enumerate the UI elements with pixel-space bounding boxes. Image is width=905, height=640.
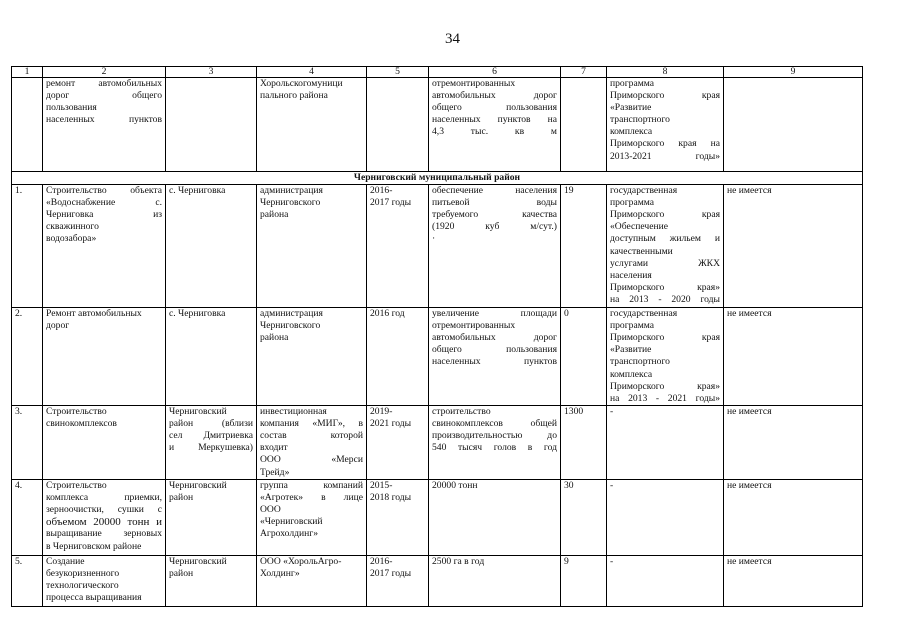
cell-note bbox=[724, 78, 863, 172]
cell-name: ремонт автомобильных дорог общего пользования населенных пунктов bbox=[43, 78, 166, 172]
cell-location: Черниговский район bbox=[166, 480, 257, 556]
name-line: в Черниговском районе bbox=[46, 540, 142, 552]
cell-num: 3. bbox=[12, 406, 43, 480]
cell-period: 2019- 2021 годы bbox=[367, 406, 429, 480]
cell-program: государственная программа Приморского края «Развитие транспортного комплекса Приморского края» на 2013 - 2021 годы» bbox=[607, 308, 724, 406]
cell-num bbox=[12, 78, 43, 172]
cell-value: 19 bbox=[561, 185, 607, 308]
column-number: 6 bbox=[429, 67, 561, 78]
column-number: 1 bbox=[12, 67, 43, 78]
cell-result: отремонтированных автомобильных дорог общего пользования населенных пунктов на 4,3 тыс. кв м bbox=[429, 78, 561, 172]
cell-num: 4. bbox=[12, 480, 43, 556]
cell-executor: администрация Черниговского района bbox=[257, 185, 367, 308]
page-number: 34 bbox=[445, 31, 460, 47]
cell-note: не имеется bbox=[724, 406, 863, 480]
cell-result: строительство свинокомплексов общей производительностью до 540 тысяч голов в год bbox=[429, 406, 561, 480]
cell-program: - bbox=[607, 556, 724, 607]
table-row bbox=[12, 556, 863, 607]
cell-period: 2016- 2017 годы bbox=[367, 556, 429, 607]
cell-result: обеспечение населения питьевой воды требуемого качества (1920 куб м/сут.) · bbox=[429, 185, 561, 308]
cell-value: 30 bbox=[561, 480, 607, 556]
cell-location: Черниговский район (вблизи сел Дмитриевка и Меркушевка) bbox=[166, 406, 257, 480]
district-header-row bbox=[12, 172, 863, 185]
cell-executor: ООО «ХорольАгро- Холдинг» bbox=[257, 556, 367, 607]
column-number: 7 bbox=[561, 67, 607, 78]
table-row bbox=[12, 480, 863, 556]
cell-name: Строительство свинокомплексов bbox=[43, 406, 166, 480]
cell-name bbox=[43, 480, 166, 556]
cell-note: не имеется bbox=[724, 308, 863, 406]
column-number: 2 bbox=[43, 67, 166, 78]
column-number: 9 bbox=[724, 67, 863, 78]
district-title: Черниговский муниципальный район bbox=[12, 172, 863, 185]
name-line: зерноочистки, сушки с bbox=[46, 504, 162, 516]
cell-num: 2. bbox=[12, 308, 43, 406]
cell-program: программа Приморского края «Развитие транспортного комплекса Приморского края на 2013-2021 годы» bbox=[607, 78, 724, 172]
name-line: выращивание зерновых bbox=[46, 528, 162, 540]
cell-program: государственная программа Приморского края «Обеспечение доступным жильем и качественными услугами ЖКХ населения Приморского края» на 2013 - 2020 годы bbox=[607, 185, 724, 308]
cell-name: Строительство объекта «Водоснабжение с. Черниговка из скважинного водозабора» bbox=[43, 185, 166, 308]
name-line: комплекса приемки, bbox=[46, 492, 162, 504]
cell-executor: группа компаний «Агротек» в лице ООО «Черниговский Агрохолдинг» bbox=[257, 480, 367, 556]
cell-location: с. Черниговка bbox=[166, 308, 257, 406]
cell-period: 2016 год bbox=[367, 308, 429, 406]
cell-value bbox=[561, 78, 607, 172]
cell-value: 1300 bbox=[561, 406, 607, 480]
cell-location: с. Черниговка bbox=[166, 185, 257, 308]
cell-value: 9 bbox=[561, 556, 607, 607]
cell-period: 2016- 2017 годы bbox=[367, 185, 429, 308]
table-row bbox=[12, 308, 863, 406]
cell-note: не имеется bbox=[724, 480, 863, 556]
column-number-row bbox=[12, 67, 863, 78]
cell-period: 2015- 2018 годы bbox=[367, 480, 429, 556]
cell-executor: администрация Черниговского района bbox=[257, 308, 367, 406]
cell-value: 0 bbox=[561, 308, 607, 406]
name-line: Строительство bbox=[46, 480, 107, 492]
cell-period bbox=[367, 78, 429, 172]
cell-location bbox=[166, 78, 257, 172]
name-line: объемом 20000 тонн и bbox=[46, 516, 162, 529]
cell-result: 2500 га в год bbox=[429, 556, 561, 607]
cell-executor: инвестиционная компания «МИГ», в состав которой входит ООО «Мерси Трейд» bbox=[257, 406, 367, 480]
cell-program: - bbox=[607, 480, 724, 556]
cell-program: - bbox=[607, 406, 724, 480]
column-number: 3 bbox=[166, 67, 257, 78]
cell-num: 1. bbox=[12, 185, 43, 308]
cell-note: не имеется bbox=[724, 556, 863, 607]
cell-location: Черниговский район bbox=[166, 556, 257, 607]
column-number: 4 bbox=[257, 67, 367, 78]
cell-result: 20000 тонн bbox=[429, 480, 561, 556]
cell-name: Ремонт автомобильных дорог bbox=[43, 308, 166, 406]
cell-result: увеличение площади отремонтированных автомобильных дорог общего пользования населенных пунктов bbox=[429, 308, 561, 406]
column-number: 5 bbox=[367, 67, 429, 78]
cell-note: не имеется bbox=[724, 185, 863, 308]
column-number: 8 bbox=[607, 67, 724, 78]
table-row bbox=[12, 406, 863, 480]
continuation-row bbox=[12, 78, 863, 172]
projects-table bbox=[11, 66, 863, 607]
cell-name: Создание безукоризненного технологического процесса выращивания bbox=[43, 556, 166, 607]
table-row bbox=[12, 185, 863, 308]
cell-num: 5. bbox=[12, 556, 43, 607]
cell-executor: Хорольскогомуници пального района bbox=[257, 78, 367, 172]
